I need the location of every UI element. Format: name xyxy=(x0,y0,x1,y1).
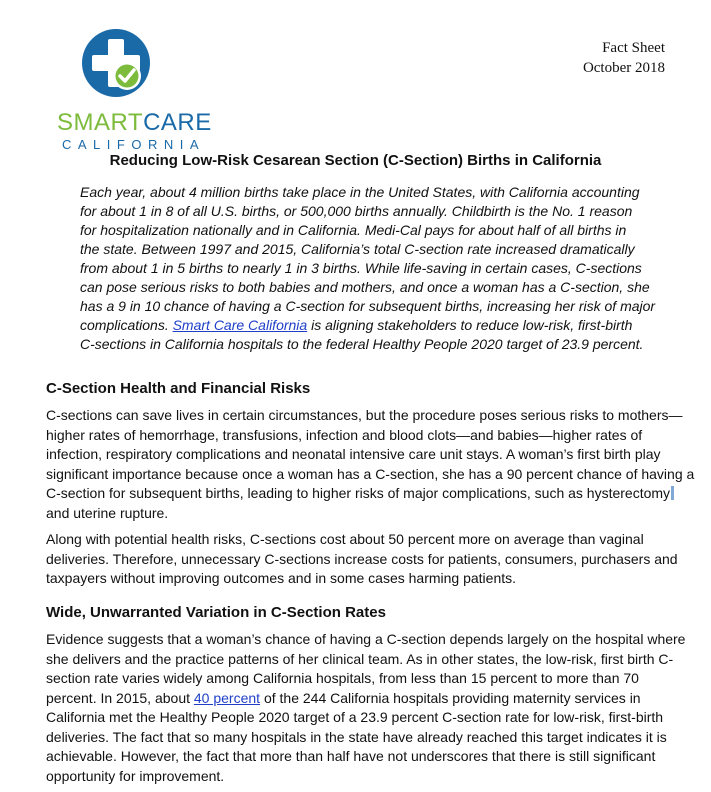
paragraph-line: she delivers and the practice patterns of her clinical team. As in other states, the low-risk, first birth C- xyxy=(46,650,674,667)
paragraph-line: significant importance because once a woman has a C-section, she has a 90 percent chance of having a xyxy=(46,465,695,482)
paragraph-text: C-section for subsequent births, leading to higher risks of major complications, such as hysterectomy xyxy=(46,485,671,501)
intro-line: can pose serious risks to both babies and mothers, and once a woman has a C-section, she xyxy=(80,279,650,295)
intro-paragraph xyxy=(80,183,656,354)
intro-line: has a 9 in 10 chance of having a C-section for subsequent births, increasing her risk of major xyxy=(80,298,656,314)
paragraph-text: of the 244 California hospitals providing maternity services in xyxy=(260,689,641,706)
paragraph-line: taxpayers without improving outcomes and in some cases harming patients. xyxy=(46,570,517,586)
intro-line: for hospitalization nationally and in California. Medi-Cal pays for about half of all births in xyxy=(80,222,627,238)
variation-paragraph xyxy=(46,630,686,786)
paragraph-line: opportunity for improvement. xyxy=(46,767,225,784)
paragraph-line xyxy=(46,689,686,709)
paragraph-line: deliveries. The fact that so many hospitals in the state have already reached this target indicates it is xyxy=(46,728,667,745)
document-header xyxy=(583,38,665,78)
logo-word-smart: SMART xyxy=(57,109,144,136)
document-title: Reducing Low-Risk Cesarean Section (C-Section) Births in California xyxy=(109,152,602,169)
logo-wordmark xyxy=(57,111,212,135)
logo-word-care: CARE xyxy=(143,109,212,136)
financial-risks-paragraph xyxy=(46,530,686,589)
intro-line: C-sections in California hospitals to the federal Healthy People 2020 target of 23.9 percent. xyxy=(80,336,644,352)
logo-word-california: CALIFORNIA xyxy=(62,137,206,152)
paragraph-line xyxy=(46,484,686,504)
smart-care-california-link[interactable]: Smart Care California xyxy=(172,317,308,333)
paragraph-line: achievable. However, the fact that more than half have not underscores that there is still significant xyxy=(46,748,656,764)
health-risks-paragraph xyxy=(46,406,695,523)
intro-line: Each year, about 4 million births take place in the United States, with California accounting xyxy=(80,184,640,200)
intro-line xyxy=(80,316,650,335)
paragraph-line: deliveries. Therefore, unnecessary C-sections increase costs for patients, consumers, purchasers and xyxy=(46,550,678,567)
intro-line: the state. Between 1997 and 2015, California’s total C-section rate increased dramatically xyxy=(80,241,635,257)
intro-text: complications. xyxy=(80,317,173,333)
doc-type: Fact Sheet xyxy=(602,40,665,56)
smart-care-california-logo xyxy=(45,28,212,152)
intro-line: for about 1 in 8 of all U.S. births, or 500,000 births annually. Childbirth is the No. 1 reason xyxy=(80,203,633,219)
intro-text: is aligning stakeholders to reduce low-risk, first-birth xyxy=(307,317,633,333)
paragraph-line: infection, respiratory complications and neonatal intensive care unit stays. A woman’s first birth play xyxy=(46,446,661,462)
section-heading-health-financial-risks: C-Section Health and Financial Risks xyxy=(46,380,311,397)
paragraph-line: section rate varies widely among California hospitals, from less than 15 percent to more than 70 xyxy=(46,670,639,686)
doc-date: October 2018 xyxy=(582,60,665,76)
text-cursor xyxy=(671,486,674,500)
intro-line: from about 1 in 5 births to nearly 1 in 3 births. While life-saving in certain cases, C-sections xyxy=(80,260,642,276)
paragraph-line: and uterine rupture. xyxy=(46,504,169,521)
medical-cross-check-icon xyxy=(81,28,151,98)
paragraph-text: percent. In 2015, about xyxy=(46,689,194,706)
paragraph-line: higher rates of hemorrhage, transfusions, infection and blood clots—and babies—higher rates of xyxy=(46,426,643,443)
section-heading-csection-variation: Wide, Unwarranted Variation in C-Section Rates xyxy=(46,604,386,621)
paragraph-line: California met the Healthy People 2020 target of a 23.9 percent C-section rate for low-risk, first-birth xyxy=(46,709,664,725)
forty-percent-link[interactable]: 40 percent xyxy=(193,689,261,706)
paragraph-line: C-sections can save lives in certain circumstances, but the procedure poses serious risks to mothers— xyxy=(46,407,683,423)
paragraph-line: Along with potential health risks, C-sections cost about 50 percent more on average than vaginal xyxy=(46,531,644,547)
paragraph-line: Evidence suggests that a woman’s chance of having a C-section depends largely on the hospital where xyxy=(46,631,686,647)
